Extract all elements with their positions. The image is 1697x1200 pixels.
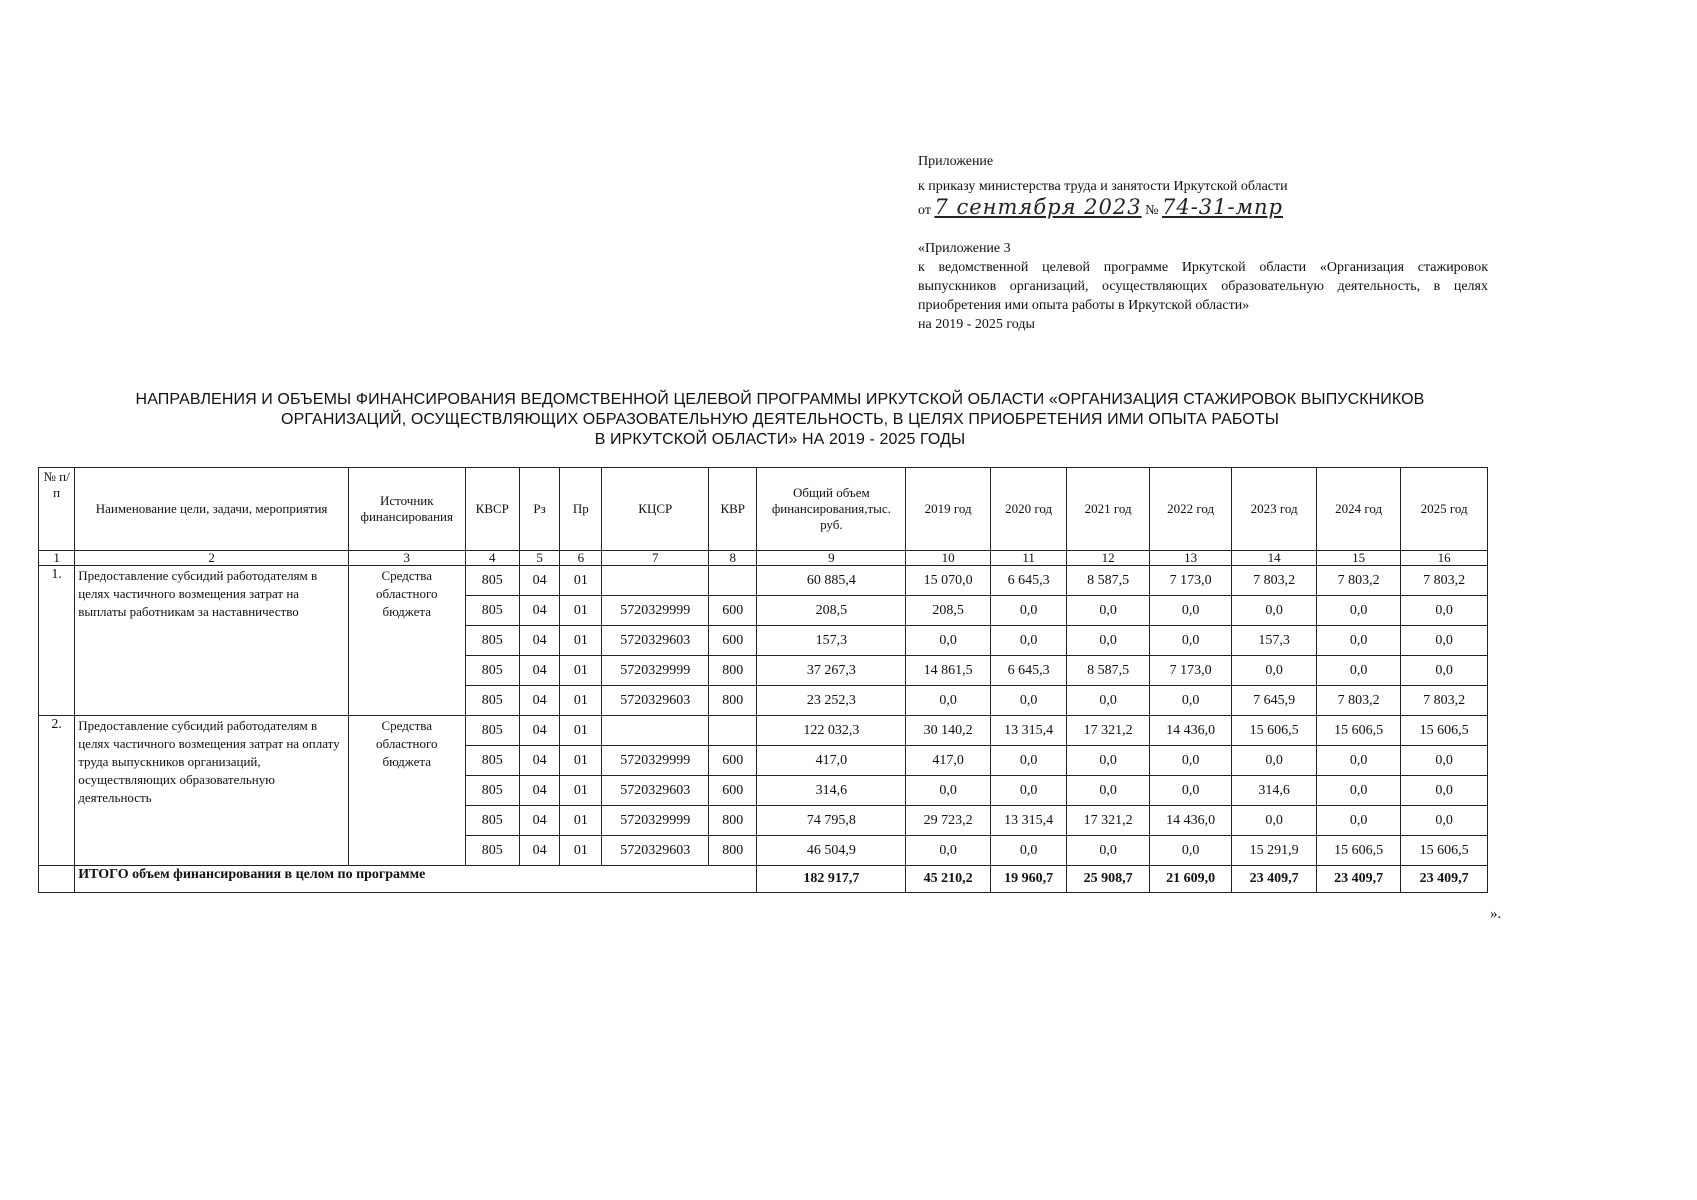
table-cell: 04 bbox=[519, 746, 559, 776]
column-header: Наименование цели, задачи, мероприятия bbox=[75, 468, 349, 551]
table-cell: 13 315,4 bbox=[990, 716, 1066, 746]
table-cell: 7 645,9 bbox=[1232, 686, 1317, 716]
table-cell: 314,6 bbox=[757, 776, 906, 806]
table-cell: 0,0 bbox=[990, 836, 1066, 866]
annex3-text: к ведомственной целевой программе Иркутской области «Организация стажировок выпускников организаций, осуществляющих образовательную деятельность, в целях приобретения ими опыта работы в Иркутской области» bbox=[918, 260, 1488, 313]
table-row bbox=[39, 566, 1488, 596]
total-label: ИТОГО объем финансирования в целом по программе bbox=[75, 866, 757, 893]
table-cell: 04 bbox=[519, 566, 559, 596]
table-cell: 805 bbox=[465, 806, 519, 836]
table-cell: 0,0 bbox=[1149, 596, 1232, 626]
table-cell: 0,0 bbox=[1316, 596, 1401, 626]
table-cell: 805 bbox=[465, 776, 519, 806]
column-number-row bbox=[39, 551, 1488, 566]
annex-block bbox=[918, 152, 1488, 334]
table-cell: 0,0 bbox=[1316, 776, 1401, 806]
table-cell: 04 bbox=[519, 776, 559, 806]
table-cell: 0,0 bbox=[1067, 776, 1150, 806]
table-cell: 01 bbox=[560, 746, 602, 776]
table-cell: 04 bbox=[519, 686, 559, 716]
table-cell: 01 bbox=[560, 806, 602, 836]
table-cell: 0,0 bbox=[1401, 656, 1488, 686]
column-header: КВР bbox=[709, 468, 757, 551]
table-cell: 04 bbox=[519, 656, 559, 686]
title-line-3: В ИРКУТСКОЙ ОБЛАСТИ» НА 2019 - 2025 ГОДЫ bbox=[594, 431, 966, 448]
row-number: 1. bbox=[39, 566, 75, 716]
table-cell: 805 bbox=[465, 566, 519, 596]
annex-order-line: к приказу министерства труда и занятости Иркутской области bbox=[918, 179, 1288, 194]
table-cell: 04 bbox=[519, 596, 559, 626]
table-cell: 0,0 bbox=[1232, 806, 1317, 836]
table-cell: 0,0 bbox=[1067, 626, 1150, 656]
column-number: 11 bbox=[990, 551, 1066, 566]
table-cell: 01 bbox=[560, 596, 602, 626]
table-cell: 0,0 bbox=[1316, 806, 1401, 836]
table-cell: 7 803,2 bbox=[1316, 686, 1401, 716]
table-cell: 5720329999 bbox=[602, 746, 709, 776]
annex3-title: «Приложение 3 bbox=[918, 241, 1011, 256]
table-cell: 15 606,5 bbox=[1316, 836, 1401, 866]
table-cell: 800 bbox=[709, 656, 757, 686]
column-number: 8 bbox=[709, 551, 757, 566]
table-cell: 6 645,3 bbox=[990, 656, 1066, 686]
table-cell: 0,0 bbox=[1401, 776, 1488, 806]
table-cell: 0,0 bbox=[1067, 686, 1150, 716]
table-cell: 5720329603 bbox=[602, 686, 709, 716]
table-cell: 0,0 bbox=[1232, 596, 1317, 626]
table-cell: 15 070,0 bbox=[906, 566, 991, 596]
row-number: 2. bbox=[39, 716, 75, 866]
table-cell: 15 606,5 bbox=[1401, 836, 1488, 866]
table-cell: 0,0 bbox=[1149, 776, 1232, 806]
column-header: № п/п bbox=[39, 468, 75, 551]
table-cell: 600 bbox=[709, 776, 757, 806]
table-cell: 04 bbox=[519, 716, 559, 746]
table-cell: 0,0 bbox=[1316, 746, 1401, 776]
number-sign: № bbox=[1145, 203, 1159, 218]
annex-title: Приложение bbox=[918, 154, 994, 169]
table-cell: 0,0 bbox=[1149, 836, 1232, 866]
table-cell: 805 bbox=[465, 746, 519, 776]
table-cell: 0,0 bbox=[1401, 596, 1488, 626]
table-cell: 8 587,5 bbox=[1067, 656, 1150, 686]
table-cell: 157,3 bbox=[757, 626, 906, 656]
table-cell: 0,0 bbox=[1067, 836, 1150, 866]
column-header: 2025 год bbox=[1401, 468, 1488, 551]
funding-source: Средства областного бюджета bbox=[348, 566, 465, 716]
table-cell: 01 bbox=[560, 656, 602, 686]
column-number: 1 bbox=[39, 551, 75, 566]
table-cell: 15 291,9 bbox=[1232, 836, 1317, 866]
table-cell: 14 436,0 bbox=[1149, 806, 1232, 836]
column-number: 6 bbox=[560, 551, 602, 566]
table-cell: 5720329603 bbox=[602, 776, 709, 806]
table-cell: 29 723,2 bbox=[906, 806, 991, 836]
table-cell: 805 bbox=[465, 596, 519, 626]
closing-quote: ». bbox=[1490, 906, 1502, 922]
table-cell: 7 803,2 bbox=[1316, 566, 1401, 596]
table-cell: 0,0 bbox=[990, 626, 1066, 656]
table-cell bbox=[709, 716, 757, 746]
table-cell: 0,0 bbox=[1232, 656, 1317, 686]
table-cell: 0,0 bbox=[906, 776, 991, 806]
table-cell: 0,0 bbox=[1401, 626, 1488, 656]
table-cell: 208,5 bbox=[906, 596, 991, 626]
total-value: 23 409,7 bbox=[1401, 866, 1488, 893]
table-cell: 60 885,4 bbox=[757, 566, 906, 596]
table-cell: 600 bbox=[709, 626, 757, 656]
table-cell: 0,0 bbox=[1401, 806, 1488, 836]
column-header: 2024 год bbox=[1316, 468, 1401, 551]
table-cell: 7 803,2 bbox=[1401, 686, 1488, 716]
table-cell: 15 606,5 bbox=[1316, 716, 1401, 746]
column-number: 14 bbox=[1232, 551, 1317, 566]
table-cell: 0,0 bbox=[906, 686, 991, 716]
column-number: 2 bbox=[75, 551, 349, 566]
column-header: 2019 год bbox=[906, 468, 991, 551]
table-cell: 37 267,3 bbox=[757, 656, 906, 686]
table-cell: 46 504,9 bbox=[757, 836, 906, 866]
table-cell: 0,0 bbox=[1067, 746, 1150, 776]
table-cell: 01 bbox=[560, 626, 602, 656]
table-cell: 01 bbox=[560, 776, 602, 806]
total-value: 19 960,7 bbox=[990, 866, 1066, 893]
table-cell: 0,0 bbox=[1316, 656, 1401, 686]
total-value: 23 409,7 bbox=[1232, 866, 1317, 893]
table-cell: 13 315,4 bbox=[990, 806, 1066, 836]
table-cell: 04 bbox=[519, 806, 559, 836]
table-cell: 7 173,0 bbox=[1149, 656, 1232, 686]
total-value: 45 210,2 bbox=[906, 866, 991, 893]
table-cell: 0,0 bbox=[990, 776, 1066, 806]
table-cell: 805 bbox=[465, 626, 519, 656]
document-title bbox=[80, 390, 1480, 450]
table-cell: 01 bbox=[560, 686, 602, 716]
table-cell: 600 bbox=[709, 596, 757, 626]
table-cell: 74 795,8 bbox=[757, 806, 906, 836]
activity-name: Предоставление субсидий работодателям в целях частичного возмещения затрат на выплаты работникам за наставничество bbox=[75, 566, 349, 716]
column-header: 2023 год bbox=[1232, 468, 1317, 551]
column-number: 5 bbox=[519, 551, 559, 566]
table-cell: 7 173,0 bbox=[1149, 566, 1232, 596]
table-cell: 04 bbox=[519, 626, 559, 656]
column-number: 10 bbox=[906, 551, 991, 566]
table-cell bbox=[709, 566, 757, 596]
activity-name: Предоставление субсидий работодателям в целях частичного возмещения затрат на оплату труда выпускников организаций, осуществляющих образовательную деятельность bbox=[75, 716, 349, 866]
table-cell: 5720329999 bbox=[602, 656, 709, 686]
table-cell: 14 436,0 bbox=[1149, 716, 1232, 746]
financing-table bbox=[38, 467, 1488, 893]
table-cell: 8 587,5 bbox=[1067, 566, 1150, 596]
table-cell: 5720329999 bbox=[602, 806, 709, 836]
table-cell: 5720329999 bbox=[602, 596, 709, 626]
table-cell: 23 252,3 bbox=[757, 686, 906, 716]
handwritten-date: 7 сентября 2023 bbox=[934, 195, 1142, 219]
table-cell: 5720329603 bbox=[602, 836, 709, 866]
table-cell: 01 bbox=[560, 566, 602, 596]
table-cell: 314,6 bbox=[1232, 776, 1317, 806]
table-cell: 01 bbox=[560, 716, 602, 746]
table-cell: 0,0 bbox=[990, 746, 1066, 776]
handwritten-number: 74-31-мпр bbox=[1161, 195, 1283, 219]
table-row bbox=[39, 716, 1488, 746]
table-cell: 0,0 bbox=[1149, 626, 1232, 656]
annex-date-number bbox=[918, 195, 1488, 220]
table-cell: 417,0 bbox=[906, 746, 991, 776]
table-cell: 6 645,3 bbox=[990, 566, 1066, 596]
funding-source: Средства областного бюджета bbox=[348, 716, 465, 866]
column-header: Источник финансирования bbox=[348, 468, 465, 551]
title-line-2: ОРГАНИЗАЦИЙ, ОСУЩЕСТВЛЯЮЩИХ ОБРАЗОВАТЕЛЬНУЮ ДЕЯТЕЛЬНОСТЬ, В ЦЕЛЯХ ПРИОБРЕТЕНИЯ ИМИ ОПЫТА РАБОТЫ bbox=[281, 411, 1279, 428]
table-cell: 805 bbox=[465, 656, 519, 686]
table-cell bbox=[602, 566, 709, 596]
table-cell: 15 606,5 bbox=[1232, 716, 1317, 746]
header-row bbox=[39, 468, 1488, 551]
table-cell: 0,0 bbox=[906, 626, 991, 656]
column-header: Рз bbox=[519, 468, 559, 551]
column-number: 7 bbox=[602, 551, 709, 566]
table-cell: 417,0 bbox=[757, 746, 906, 776]
total-value: 23 409,7 bbox=[1316, 866, 1401, 893]
column-header: 2022 год bbox=[1149, 468, 1232, 551]
table-cell: 800 bbox=[709, 836, 757, 866]
table-cell: 01 bbox=[560, 836, 602, 866]
table-cell: 0,0 bbox=[990, 596, 1066, 626]
table-cell: 0,0 bbox=[1232, 746, 1317, 776]
table-cell: 0,0 bbox=[1149, 686, 1232, 716]
table-cell: 208,5 bbox=[757, 596, 906, 626]
column-number: 4 bbox=[465, 551, 519, 566]
table-cell: 0,0 bbox=[1067, 596, 1150, 626]
table-cell: 800 bbox=[709, 686, 757, 716]
table-cell: 800 bbox=[709, 806, 757, 836]
table-cell: 5720329603 bbox=[602, 626, 709, 656]
table-cell: 805 bbox=[465, 716, 519, 746]
table-cell: 0,0 bbox=[1401, 746, 1488, 776]
column-header: КЦСР bbox=[602, 468, 709, 551]
table-cell: 600 bbox=[709, 746, 757, 776]
table-cell: 805 bbox=[465, 836, 519, 866]
table-cell: 157,3 bbox=[1232, 626, 1317, 656]
total-value: 182 917,7 bbox=[757, 866, 906, 893]
column-number: 16 bbox=[1401, 551, 1488, 566]
table-cell: 7 803,2 bbox=[1232, 566, 1317, 596]
table-cell: 14 861,5 bbox=[906, 656, 991, 686]
column-header: Пр bbox=[560, 468, 602, 551]
column-number: 3 bbox=[348, 551, 465, 566]
table-cell: 17 321,2 bbox=[1067, 716, 1150, 746]
total-value: 21 609,0 bbox=[1149, 866, 1232, 893]
column-number: 15 bbox=[1316, 551, 1401, 566]
table-cell: 0,0 bbox=[990, 686, 1066, 716]
column-number: 13 bbox=[1149, 551, 1232, 566]
total-value: 25 908,7 bbox=[1067, 866, 1150, 893]
table-cell: 0,0 bbox=[1316, 626, 1401, 656]
date-prefix: от bbox=[918, 203, 931, 218]
table-cell: 04 bbox=[519, 836, 559, 866]
table-cell: 0,0 bbox=[906, 836, 991, 866]
title-line-1: НАПРАВЛЕНИЯ И ОБЪЕМЫ ФИНАНСИРОВАНИЯ ВЕДОМСТВЕННОЙ ЦЕЛЕВОЙ ПРОГРАММЫ ИРКУТСКОЙ ОБЛАСТИ «ОРГАНИЗАЦИЯ СТАЖИРОВОК ВЫПУСКНИКОВ bbox=[135, 391, 1425, 408]
column-number: 9 bbox=[757, 551, 906, 566]
column-number: 12 bbox=[1067, 551, 1150, 566]
table-cell: 0,0 bbox=[1149, 746, 1232, 776]
column-header: Общий объем финансирования,тыс. руб. bbox=[757, 468, 906, 551]
table-cell: 30 140,2 bbox=[906, 716, 991, 746]
table-cell bbox=[602, 716, 709, 746]
column-header: 2021 год bbox=[1067, 468, 1150, 551]
table-cell: 17 321,2 bbox=[1067, 806, 1150, 836]
column-header: 2020 год bbox=[990, 468, 1066, 551]
total-row bbox=[39, 866, 1488, 893]
table-cell: 15 606,5 bbox=[1401, 716, 1488, 746]
table-cell: 7 803,2 bbox=[1401, 566, 1488, 596]
annex3-years: на 2019 - 2025 годы bbox=[918, 317, 1035, 332]
column-header: КВСР bbox=[465, 468, 519, 551]
total-empty-cell bbox=[39, 866, 75, 893]
table-cell: 805 bbox=[465, 686, 519, 716]
table-cell: 122 032,3 bbox=[757, 716, 906, 746]
